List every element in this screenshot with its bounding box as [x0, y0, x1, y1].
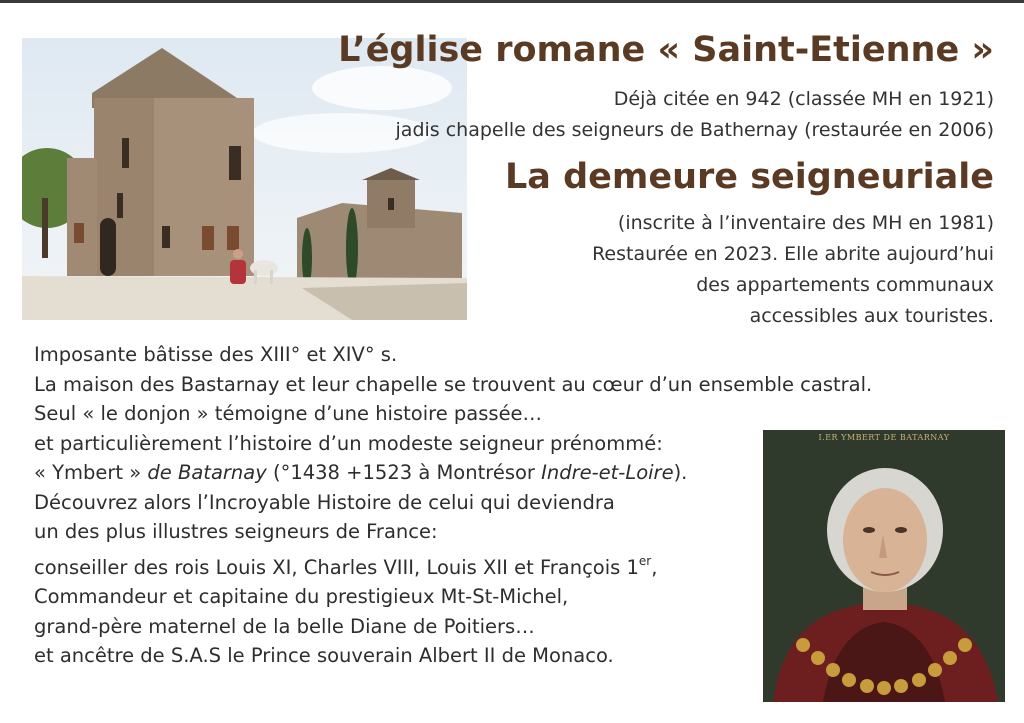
title-residence: La demeure seigneuriale: [504, 157, 994, 197]
history-line-7: un des plus illustres seigneurs de France:: [34, 520, 438, 543]
closing-paren: ).: [673, 461, 688, 484]
history-line-2: La maison des Bastarnay et leur chapelle se trouvent au cœur d’un ensemble castral.: [34, 372, 873, 396]
residence-line-2: Restaurée en 2023. Elle abrite aujourd’hui: [592, 243, 994, 265]
kings-text: conseiller des rois Louis XI, Charles VIII, Louis XII et François 1: [34, 555, 639, 579]
top-border: [0, 0, 1024, 3]
history-line-4: et particulièrement l’histoire d’un modeste seigneur prénommé:: [34, 431, 663, 455]
title-church: L’église romane « Saint-Etienne »: [338, 30, 994, 70]
manor-church-photo: [22, 38, 467, 320]
church-line-1: Déjà citée en 942 (classée MH en 1921): [613, 88, 994, 110]
church-line-2: jadis chapelle des seigneurs de Bathernay (restaurée en 2006): [395, 119, 994, 141]
history-line-5: [34, 458, 774, 488]
history-line-10: grand-père maternel de la belle Diane de Poitiers…: [34, 614, 535, 638]
history-line-8: [34, 547, 774, 583]
history-line-3: Seul « le donjon » témoigne d’une histoire passée…: [34, 402, 543, 425]
ymbert-portrait: [763, 430, 1005, 702]
department-name: Indre-et-Loire: [541, 461, 674, 484]
dates-text: (°1438 +1523 à Montrésor: [266, 461, 542, 484]
ordinal-sup: er: [638, 553, 652, 568]
history-line-6: Découvrez alors l’Incroyable Histoire de celui qui deviendra: [34, 490, 615, 514]
portrait-caption: I.ER YMBERT DE BATARNAY: [818, 433, 950, 442]
comma: ,: [651, 555, 658, 579]
residence-line-3: des appartements communaux: [696, 274, 994, 296]
ymbert-name: « Ymbert »: [34, 461, 148, 484]
history-line-9: Commandeur et capitaine du prestigieux Mt-St-Michel,: [34, 585, 569, 608]
residence-line-1: (inscrite à l’inventaire des MH en 1981): [617, 212, 994, 234]
history-text: [34, 340, 873, 671]
residence-line-4: accessibles aux touristes.: [749, 305, 994, 327]
family-name: de Batarnay: [147, 461, 267, 484]
history-line-1: Imposante bâtisse des XIII° et XIV° s.: [34, 343, 398, 366]
history-line-11: et ancêtre de S.A.S le Prince souverain Albert II de Monaco.: [34, 644, 614, 667]
